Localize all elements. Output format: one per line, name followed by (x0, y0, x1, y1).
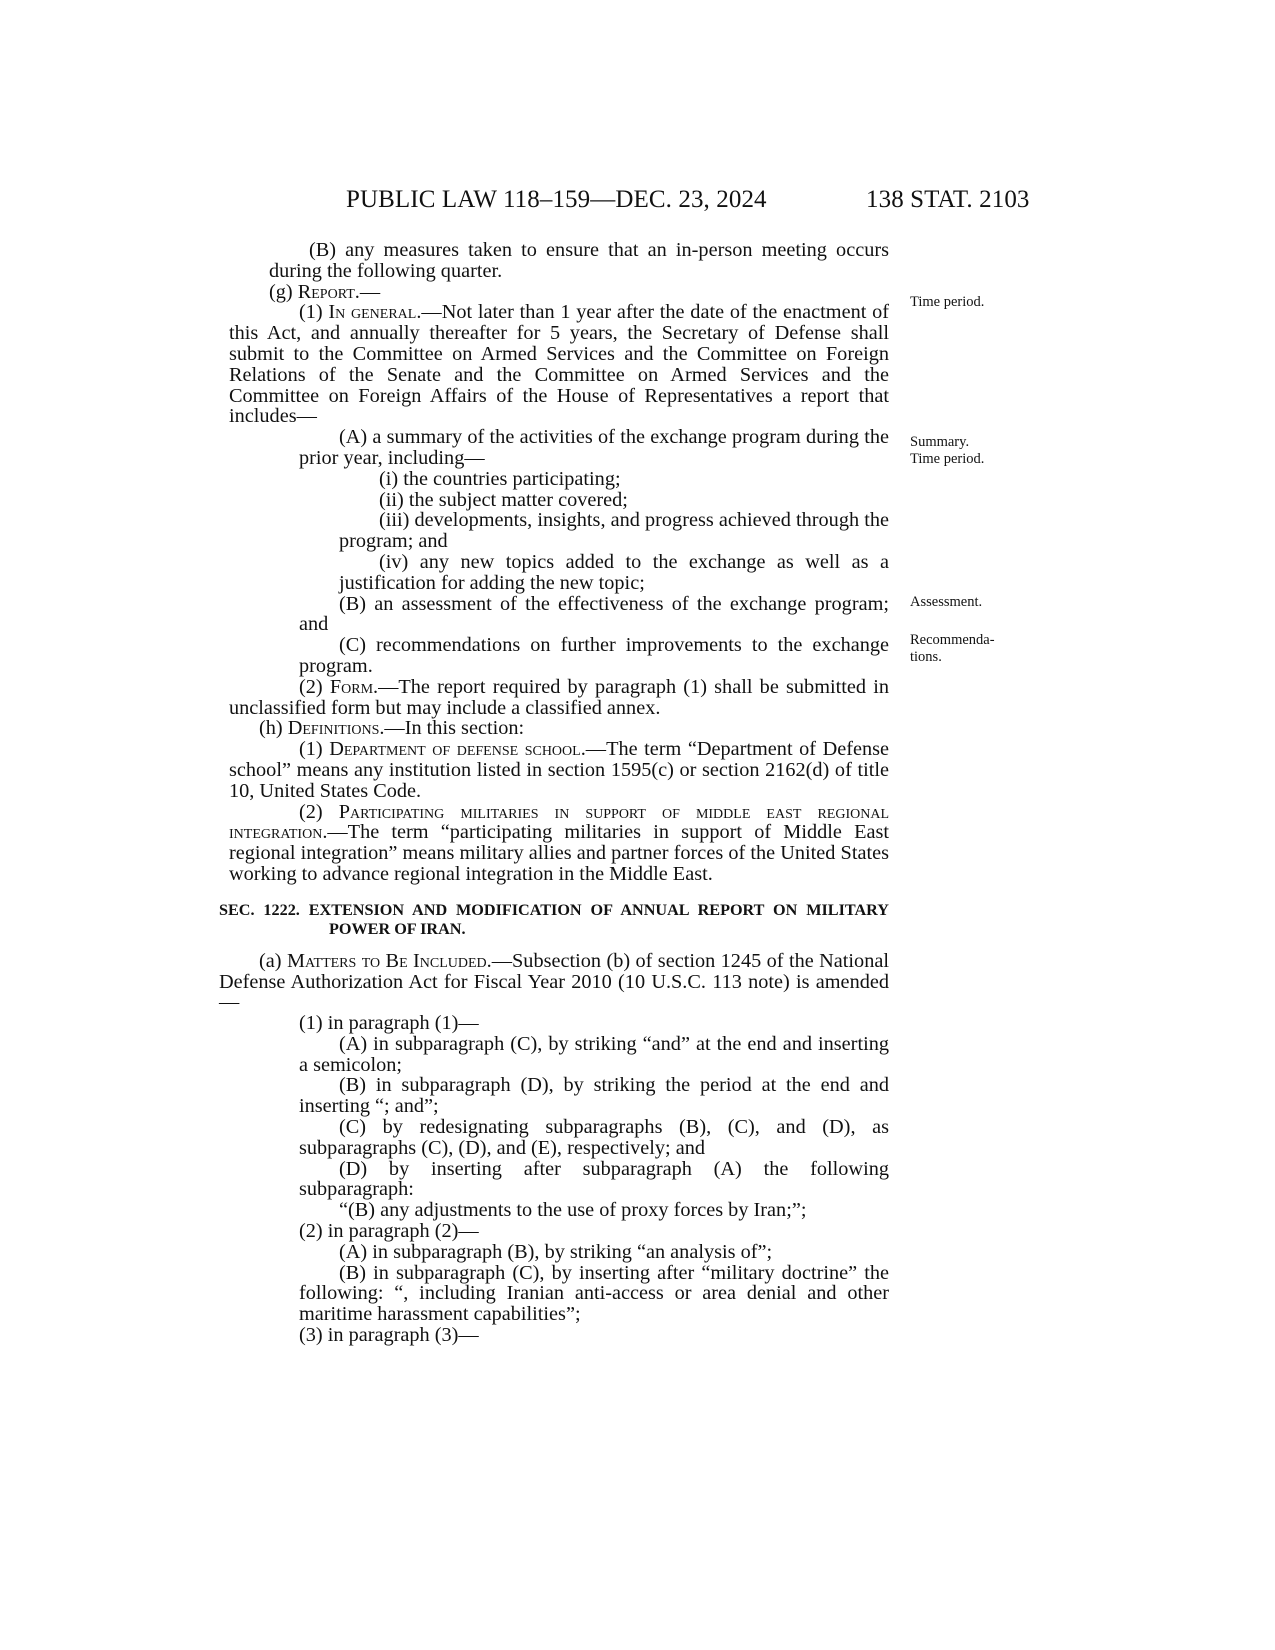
page-citation: 138 STAT. 2103 (866, 186, 1030, 213)
paragraph-g-2 (229, 677, 889, 719)
subsection-g-dash: .— (354, 280, 381, 303)
subsection-a (219, 951, 889, 1013)
subsection-h (229, 718, 889, 739)
clause-g-A-iv: (iv) any new topics added to the exchange as well as a justification for adding the new topic; (339, 550, 889, 594)
subsection-a-text: .—Subsection (b) of section 1245 of the National Defense Authorization Act for Fiscal Year 2010 (10 U.S.C. 113 note) is amended— (219, 949, 889, 1014)
paragraph-g-1-text: .—Not later than 1 year after the date of the enactment of this Act, and annually thereafter for 5 years, the Secretary of Defense shall submit to the Committee on Armed Services and the Committee on Foreign Relations of the Senate and the Committee on Armed Services and the Committee on Foreign Affairs of the House of Representatives a report that includes— (229, 301, 890, 428)
section-heading: SEC. 1222. EXTENSION AND MODIFICATION OF ANNUAL REPORT ON MILITARY POWER OF IRAN. (219, 900, 889, 938)
clause-g-A-i: (i) the countries participating; (379, 467, 621, 490)
amendment-1-D-quote: “(B) any adjustments to the use of proxy forces by Iran;”; (339, 1199, 807, 1222)
statute-body (219, 239, 890, 1347)
amendment-1-B: (B) in subparagraph (D), by striking the period at the end and inserting “; and”; (299, 1074, 889, 1118)
paragraph-h-2-title: Participating militaries in support of middle east regional integration (229, 800, 889, 844)
margin-note-summary: Summary. Time period. (910, 434, 985, 467)
amendment-2-B: (B) in subparagraph (C), by inserting after “military doctrine” the following: “, including Iranian anti-access or area denial and other maritime harassment capabilities”; (299, 1261, 889, 1326)
amendment-3: (3) in paragraph (3)— (299, 1324, 479, 1347)
paragraph-h-1 (229, 739, 889, 801)
running-header-title: PUBLIC LAW 118–159—DEC. 23, 2024 (346, 186, 767, 213)
margin-note-assessment: Assessment. (910, 594, 983, 610)
amendment-1: (1) in paragraph (1)— (299, 1012, 479, 1035)
paragraph-h-2 (229, 802, 889, 885)
subparagraph-g-C: (C) recommendations on further improvements to the exchange program. (299, 634, 889, 677)
paragraph-h-2-number: (2) (299, 800, 339, 823)
clause-g-A-iii: (iii) developments, insights, and progress achieved through the program; and (339, 509, 889, 553)
subsection-g-number: (g) (269, 280, 298, 303)
paragraph-h-1-title: Department of defense school (329, 738, 581, 761)
amendment-1-A: (A) in subparagraph (C), by striking “and” at the end and inserting a semicolon; (299, 1032, 889, 1076)
paragraph-g-1-number: (1) (299, 301, 329, 324)
subsection-h-title: Definitions (287, 717, 380, 740)
paragraph-g-2-number: (2) (299, 675, 330, 698)
margin-note-recommendations: Recommenda- tions. (910, 632, 995, 665)
clause-g-A-ii: (ii) the subject matter covered; (379, 488, 628, 511)
paragraph-h-1-number: (1) (299, 738, 330, 761)
subparagraph-g-A: (A) a summary of the activities of the exchange program during the prior year, including— (299, 426, 889, 469)
amendment-1-D: (D) by inserting after subparagraph (A) the following subparagraph: (299, 1157, 889, 1201)
subsection-h-number: (h) (259, 717, 288, 740)
margin-note-time-period: Time period. (910, 294, 985, 310)
paragraph-g-2-text: .—The report required by paragraph (1) shall be submitted in unclassified form but may include a classified annex. (229, 675, 890, 719)
subsection-h-text: .—In this section: (379, 717, 525, 740)
amendment-1-C: (C) by redesignating subparagraphs (B), (C), and (D), as subparagraphs (C), (D), and (E), respectively; and (299, 1116, 889, 1159)
subsection-g-heading (229, 282, 889, 303)
paragraph-g-1-title: In general (328, 301, 417, 324)
paragraph-h-2-text: .—The term “participating militaries in support of Middle East regional integration” means military allies and partner forces of the United States working to advance regional integration in the Middle East. (229, 821, 889, 885)
subsection-a-title: Matters to Be Included (286, 949, 487, 972)
subsection-g-title: Report (297, 280, 355, 303)
paragraph-h-1-text: .—The term “Department of Defense school” means any institution listed in section 1595(c) or section 2162(d) of title 10, United States Code. (229, 738, 890, 802)
subsection-a-number: (a) (259, 949, 287, 972)
paragraph-g-2-title: Form (329, 675, 374, 698)
subparagraph-g-B: (B) an assessment of the effectiveness of the exchange program; and (299, 592, 889, 636)
amendment-2-A: (A) in subparagraph (B), by striking “an analysis of”; (339, 1240, 773, 1263)
paragraph-g-1 (229, 302, 889, 427)
amendment-2: (2) in paragraph (2)— (299, 1220, 479, 1243)
paragraph-f-B: (B) any measures taken to ensure that an in-person meeting occurs during the following quarter. (269, 239, 889, 282)
